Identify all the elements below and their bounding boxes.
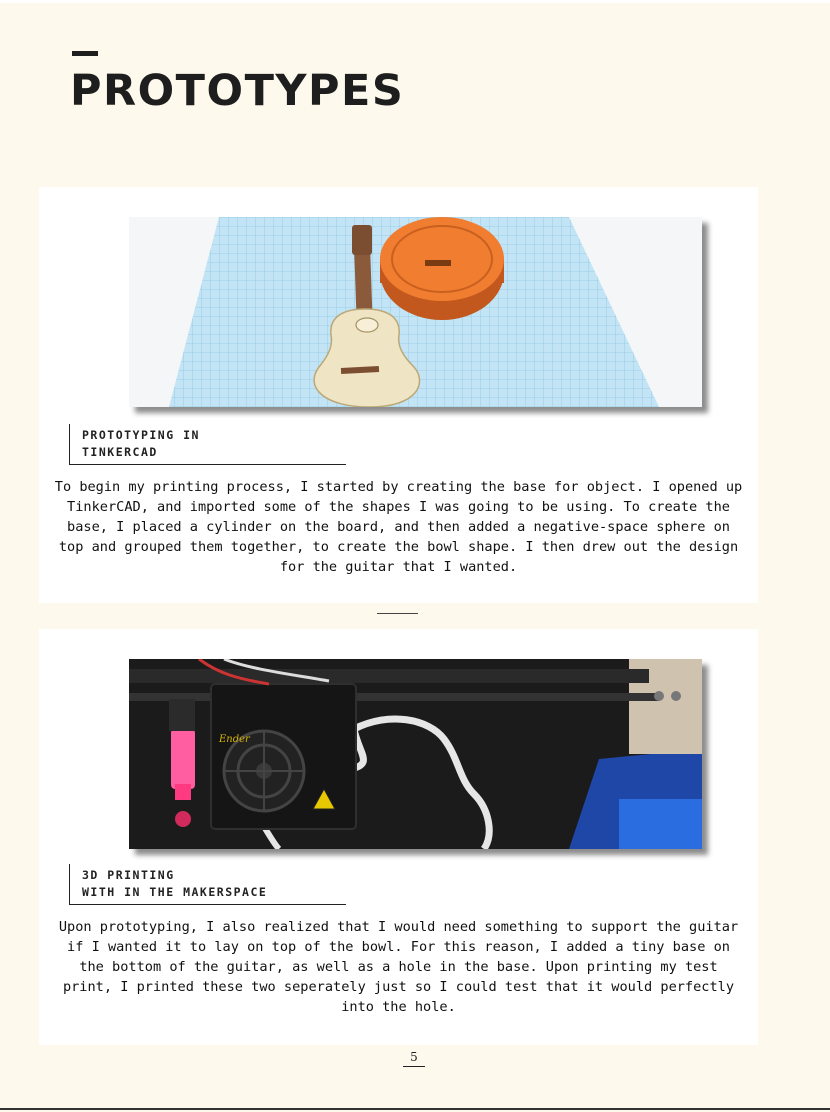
section-card-printing xyxy=(39,629,758,1045)
page-title: PROTOTYPES xyxy=(70,66,405,116)
tinkercad-image xyxy=(129,217,702,407)
top-border xyxy=(0,0,830,3)
caption-line: 3D PRINTING xyxy=(82,868,175,882)
caption-line: WITH IN THE MAKERSPACE xyxy=(82,885,268,899)
section-card-tinkercad xyxy=(39,187,758,603)
caption-line: PROTOTYPING IN xyxy=(82,428,200,442)
section-divider xyxy=(377,613,418,614)
caption-line: TINKERCAD xyxy=(82,445,158,459)
title-dash xyxy=(72,51,98,56)
section-caption xyxy=(69,864,346,905)
printer-brand-label: Ender xyxy=(219,734,250,745)
bottom-rule xyxy=(0,1108,830,1110)
section-body-text: To begin my printing process, I started by creating the base for object. I opened up TinkerCAD, and imported some of the shapes I was going to be using. To create the base, I placed a cylinder on the board, and then added a negative-space sphere on top and grouped them together, to create the bowl shape. I then drew out the design for the guitar that I wanted. xyxy=(54,479,743,575)
section-caption xyxy=(69,424,346,465)
page-number: 5 xyxy=(403,1050,425,1067)
section-body-text: Upon prototyping, I also realized that I would need something to support the guitar if I wanted it to lay on top of the bowl. For this reason, I added a tiny base on the bottom of the guitar, as well as a hole in the base. Upon printing my test print, I printed these two seperately just so I could test that it would perfectly into the hole. xyxy=(58,919,739,1015)
printer-image xyxy=(129,659,702,849)
